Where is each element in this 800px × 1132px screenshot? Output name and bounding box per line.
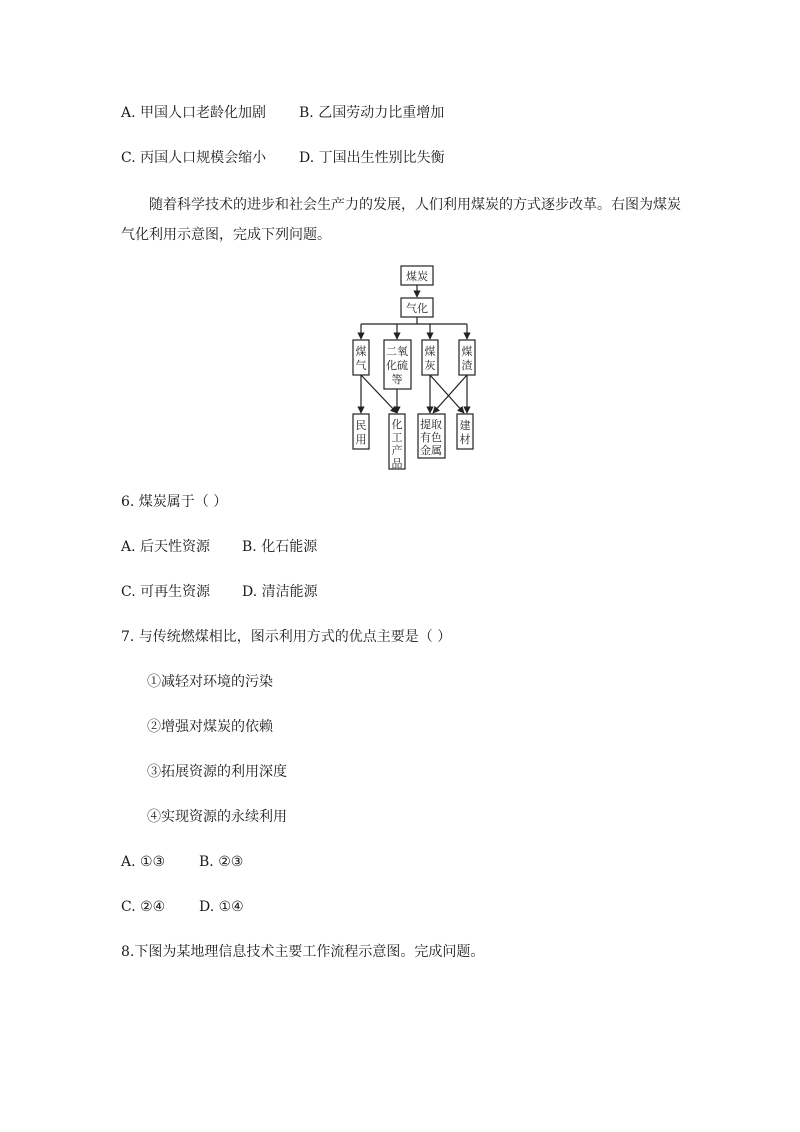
q7-option-b: B. ②③: [199, 854, 244, 870]
label-so2-1: 二氧: [386, 345, 408, 358]
q5-options-row-2: [121, 148, 445, 168]
label-civil-use-2: 用: [355, 433, 367, 446]
q6-option-a: A. 后天性资源: [121, 539, 211, 555]
q6-options-row-2: [121, 582, 318, 602]
q6-option-b: B. 化石能源: [242, 539, 318, 555]
q7-statement-4: ④实现资源的永续利用: [147, 809, 287, 825]
label-coal: 煤炭: [406, 270, 428, 283]
label-so2-2: 化硫: [386, 359, 408, 372]
label-civil-use-1: 民: [355, 419, 367, 432]
label-chem-3: 产: [391, 444, 403, 457]
q7-statement-2: ②增强对煤炭的依赖: [147, 719, 273, 735]
label-coal-slag-1: 煤: [461, 345, 473, 358]
label-gasification: 气化: [406, 302, 428, 315]
label-so2-3: 等: [391, 373, 403, 386]
intro-paragraph: 随着科学技术的进步和社会生产力的发展，人们利用煤炭的方式逐步改革。右图为煤炭气化利用示意图，完成下列问题。: [121, 197, 681, 243]
label-building-1: 建: [459, 419, 471, 432]
label-metals-1: 提取: [420, 418, 442, 431]
label-building-2: 材: [459, 433, 471, 446]
label-coal-gas-1: 煤: [355, 345, 367, 358]
label-metals-2: 有色: [420, 431, 442, 444]
q5-options-row-1: [121, 103, 444, 123]
q5-option-a: A. 甲国人口老龄化加剧: [121, 105, 267, 121]
q7-options-row-2: [121, 897, 244, 917]
label-coal-gas-2: 气: [355, 359, 367, 372]
label-chem-4: 品: [391, 457, 403, 470]
label-chem-2: 工: [391, 431, 403, 444]
q6-options-row-1: [121, 537, 317, 557]
label-chem-1: 化: [391, 418, 403, 431]
label-metals-3: 金属: [420, 444, 442, 457]
coal-gasification-diagram: [340, 260, 500, 476]
q7-option-a: A. ①③: [121, 854, 166, 870]
q7-statement-1: ①减轻对环境的污染: [147, 674, 273, 690]
q5-option-c: C. 丙国人口规模会缩小: [121, 150, 267, 166]
q6-stem: 6. 煤炭属于（ ）: [121, 494, 228, 510]
q6-option-c: C. 可再生资源: [121, 584, 211, 600]
q5-option-d: D. 丁国出生性别比失衡: [299, 150, 445, 166]
q7-option-d: D. ①④: [199, 899, 244, 915]
label-coal-ash-2: 灰: [424, 359, 436, 372]
q7-options-row-1: [121, 852, 243, 872]
q7-option-c: C. ②④: [121, 899, 166, 915]
q8-stem: 8.下图为某地理信息技术主要工作流程示意图。完成问题。: [121, 944, 485, 960]
q5-option-b: B. 乙国劳动力比重增加: [299, 105, 445, 121]
q7-statement-3: ③拓展资源的利用深度: [147, 764, 287, 780]
q7-stem: 7. 与传统燃煤相比，图示利用方式的优点主要是（ ）: [121, 629, 452, 645]
label-coal-slag-2: 渣: [461, 359, 473, 372]
label-coal-ash-1: 煤: [424, 345, 436, 358]
q6-option-d: D. 清洁能源: [242, 584, 318, 600]
